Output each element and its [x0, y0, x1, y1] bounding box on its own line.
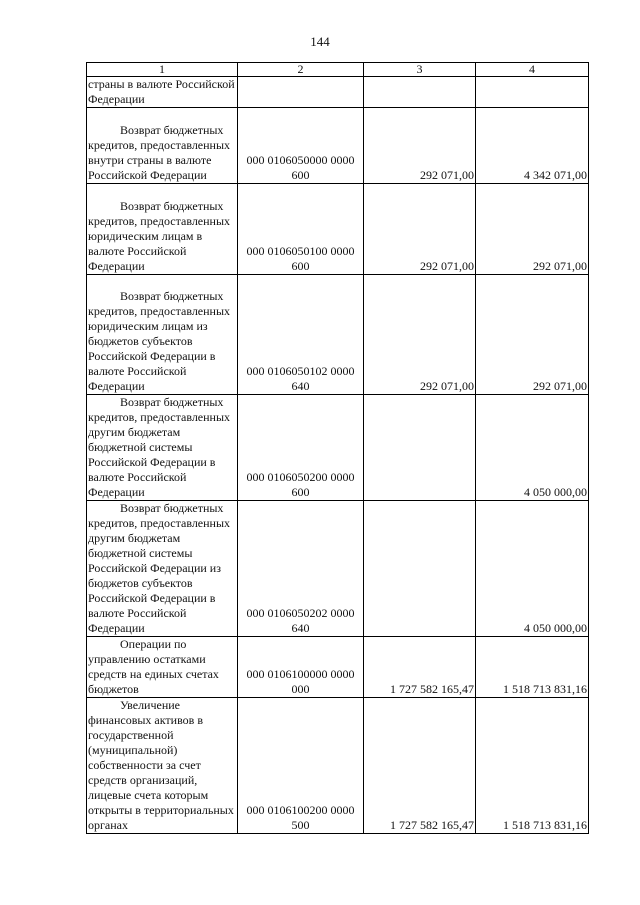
row-name-cell [87, 108, 238, 184]
row-value-col3 [364, 395, 476, 501]
table-row [87, 698, 589, 834]
row-code-cell: 000 0106050200 0000 600 [238, 395, 364, 501]
row-name-text: Возврат бюджетных кредитов, предоставленных юридическим лицам из бюджетов субъектов Российской Федерации в валюте Российской Федерации [88, 289, 231, 393]
row-name-cell [87, 637, 238, 698]
row-name-cell [87, 77, 238, 108]
row-code-cell: 000 0106050102 0000 640 [238, 275, 364, 395]
column-header-1: 1 [87, 63, 238, 77]
column-header-4: 4 [476, 63, 589, 77]
table-header-row [87, 63, 589, 77]
row-name-cell [87, 275, 238, 395]
row-name-text: Возврат бюджетных кредитов, предоставленных другим бюджетам бюджетной системы Российской Федерации в валюте Российской Федерации [88, 395, 231, 499]
row-value-col3: 292 071,00 [364, 184, 476, 275]
row-name-cell [87, 184, 238, 275]
page-number: 144 [310, 34, 330, 49]
row-name-text: Возврат бюджетных кредитов, предоставленных другим бюджетам бюджетной системы Российской Федерации из бюджетов субъектов Российской Федерации в валюте Российской Федерации [88, 501, 231, 635]
row-code-cell: 000 0106100200 0000 500 [238, 698, 364, 834]
row-code-cell: 000 0106050202 0000 640 [238, 501, 364, 637]
row-value-col4: 292 071,00 [476, 184, 589, 275]
table-row [87, 184, 589, 275]
row-value-col4: 1 518 713 831,16 [476, 698, 589, 834]
row-value-col3 [364, 77, 476, 108]
row-value-col4: 4 050 000,00 [476, 395, 589, 501]
budget-table [86, 62, 589, 834]
row-name-text: Операции по управлению остатками средств на единых счетах бюджетов [88, 637, 219, 696]
row-name-text: Возврат бюджетных кредитов, предоставленных внутри страны в валюте Российской Федерации [88, 123, 231, 182]
row-code-cell: 000 0106050000 0000 600 [238, 108, 364, 184]
row-name-cell [87, 395, 238, 501]
row-value-col3: 1 727 582 165,47 [364, 637, 476, 698]
row-value-col3 [364, 501, 476, 637]
row-value-col4: 4 050 000,00 [476, 501, 589, 637]
row-name-cell [87, 698, 238, 834]
row-value-col4: 4 342 071,00 [476, 108, 589, 184]
table-row [87, 395, 589, 501]
column-header-2: 2 [238, 63, 364, 77]
row-name-text: Увеличение финансовых активов в государственной (муниципальной) собственности за счет средств организаций, лицевые счета которым открыты в территориальных органах [88, 698, 234, 832]
table-row [87, 77, 589, 108]
row-value-col3: 292 071,00 [364, 108, 476, 184]
row-name-cell [87, 501, 238, 637]
table-row [87, 275, 589, 395]
table-row [87, 501, 589, 637]
table-row [87, 108, 589, 184]
row-value-col4: 292 071,00 [476, 275, 589, 395]
row-value-col4: 1 518 713 831,16 [476, 637, 589, 698]
row-value-col4 [476, 77, 589, 108]
row-code-cell [238, 77, 364, 108]
row-code-cell: 000 0106050100 0000 600 [238, 184, 364, 275]
row-name-text: Возврат бюджетных кредитов, предоставленных юридическим лицам в валюте Российской Федерации [88, 199, 231, 273]
row-name-text: страны в валюте Российской Федерации [88, 77, 235, 106]
row-value-col3: 292 071,00 [364, 275, 476, 395]
table-row [87, 637, 589, 698]
row-code-cell: 000 0106100000 0000 000 [238, 637, 364, 698]
column-header-3: 3 [364, 63, 476, 77]
row-value-col3: 1 727 582 165,47 [364, 698, 476, 834]
